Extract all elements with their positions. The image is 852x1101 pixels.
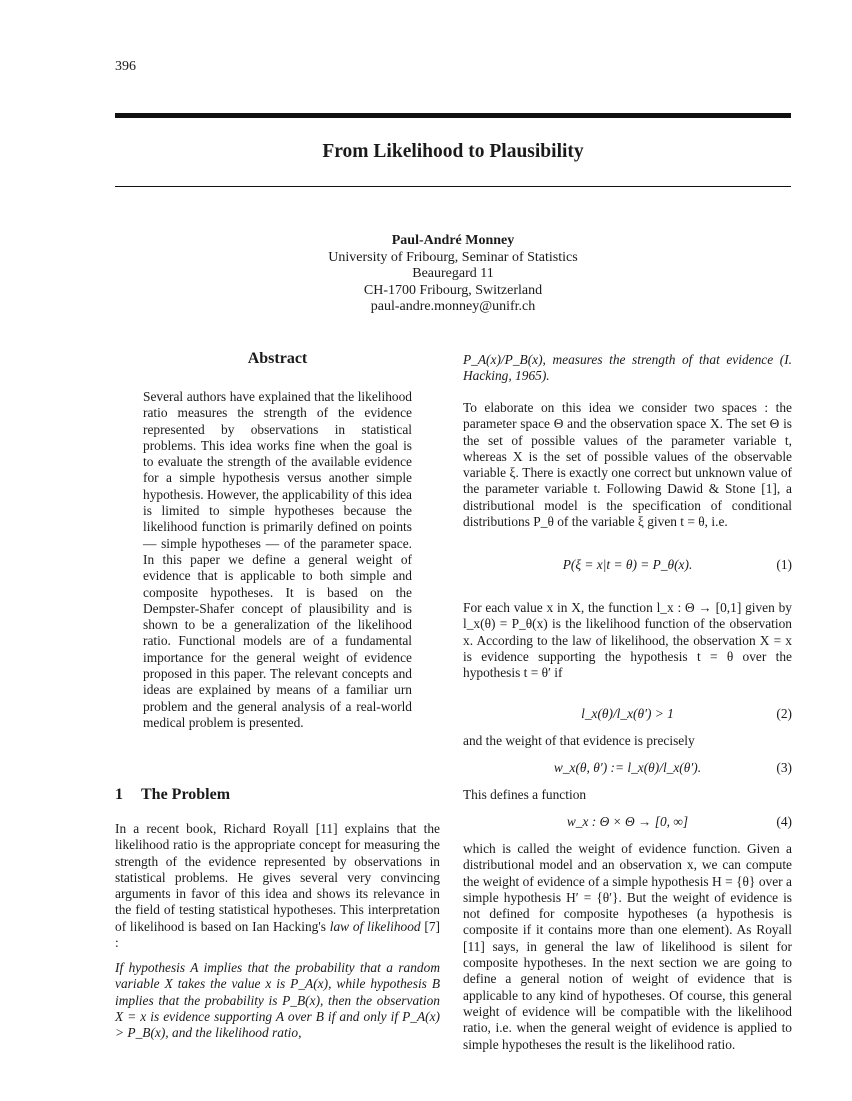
abstract-text: Several authors have explained that the likelihood ratio measures the strength of the evidence represented by observations in statistical problems. This idea works fine when the goal is to evaluate the strength of the available evidence for a simple hypothesis versus another simple hypothesis. However, the applicability of this idea is limited to simple hypotheses because the likelihood function is primarily defined on points — simple hypotheses — of the parameter space. In this paper we define a general weight of evidence that is applicable to both simple and composite hypotheses. It is based on the Dempster-Shafer concept of plausibility and is shown to be a generalization of the likelihood ratio. Functional models are of a fundamental importance for the general weight of evidence proposed in this paper. The relevant concepts and ideas are explained by means of a familiar urn problem and the general analysis of a real-world medical problem is presented. <box>143 389 412 730</box>
equation-2 <box>463 706 792 722</box>
section-paragraph-4: and the weight of that evidence is precisely <box>463 733 695 748</box>
affiliation-line: CH-1700 Fribourg, Switzerland <box>363 282 543 298</box>
section-paragraph-2: To elaborate on this idea we consider two spaces : the parameter space Θ and the observation space X. The set Θ is the set of possible values of the parameter variable t, whereas X is the set of possible values of the observable variable ξ. There is exactly one correct but unknown value of the parameter variable t. Following Dawid & Stone [1], a distributional model is the specification of conditional distributions P_θ of the variable ξ given t = θ, i.e. <box>463 400 792 530</box>
equation-1 <box>463 557 792 573</box>
page-number: 396 <box>115 59 136 74</box>
emphasis-text: law of likelihood <box>329 918 421 934</box>
top-thick-rule <box>115 113 791 118</box>
hacking-quote-part2: P_A(x)/P_B(x), measures the strength of that evidence (I. Hacking, 1965). <box>463 352 792 384</box>
affiliation-line: University of Fribourg, Seminar of Statistics <box>328 249 578 265</box>
equation-text: l_x(θ)/l_x(θ′) > 1 <box>581 706 674 721</box>
equation-number: (4) <box>776 814 792 829</box>
equation-text: w_x(θ, θ′) := l_x(θ)/l_x(θ′). <box>553 760 702 775</box>
paper-title: From Likelihood to Plausibility <box>322 141 584 162</box>
equation-3 <box>463 760 792 776</box>
section-paragraph-1 <box>115 821 440 951</box>
section-heading <box>115 786 230 804</box>
section-paragraph-3: For each value x in X, the function l_x : Θ → [0,1] given by l_x(θ) = P_θ(x) is the likelihood function of the observation x. According to the law of likelihood, the observation X = x is evidence supporting the hypothesis t = θ over the hypothesis t = θ′ if <box>463 600 792 681</box>
abstract-heading: Abstract <box>247 350 308 367</box>
author-name: Paul-André Monney <box>391 233 515 248</box>
paragraph-text: [7] : <box>115 918 440 951</box>
section-paragraph-5: This defines a function <box>463 787 587 802</box>
paragraph-text: In a recent book, Richard Royall [11] explains that the likelihood ratio is the appropriate concept for measuring the strength of the evidence represented by observations in statistical problems. He gives several very convincing arguments in favor of this idea and shows its relevance in the field of testing statistical hypotheses. This interpretation of likelihood is based on Ian Hacking's <box>115 821 440 934</box>
equation-number: (2) <box>776 706 792 721</box>
author-email: paul-andre.monney@unifr.ch <box>370 299 536 314</box>
equation-number: (3) <box>776 760 792 775</box>
equation-text: P(ξ = x|t = θ) = P_θ(x). <box>562 557 693 572</box>
equation-text: w_x : Θ × Θ → [0, ∞] <box>566 814 689 829</box>
equation-number: (1) <box>776 557 792 572</box>
section-number: 1 <box>115 786 123 803</box>
author-block <box>153 233 753 316</box>
section-paragraph-6: which is called the weight of evidence function. Given a distributional model and an observation x, we can compute the weight of evidence of a simple hypothesis H = {θ} over a simple hypothesis H′ = {θ′}. But the weight of evidence is not defined for composite hypotheses (a hypothesis is composite if it contains more than one element). As Royall [11] says, in general the law of likelihood is silent for composite hypotheses. In the next section we are going to define a general notion of weight of evidence that is applicable to any kind of hypotheses. Of course, this general weight of evidence will be compatible with the likelihood ratio, i.e. when the general weight of evidence is applied to simple hypotheses the result is the likelihood ratio. <box>463 841 792 1052</box>
equation-4 <box>463 814 792 830</box>
title-thin-rule <box>115 186 791 187</box>
hacking-quote-part1: If hypothesis A implies that the probability that a random variable X takes the value x is P_A(x), while hypothesis B implies that the probability is P_B(x), then the observation X = x is evidence supporting A over B if and only if P_A(x) > P_B(x), and the likelihood ratio, <box>115 960 440 1041</box>
section-title: The Problem <box>141 786 231 803</box>
affiliation-line: Beauregard 11 <box>412 266 494 281</box>
